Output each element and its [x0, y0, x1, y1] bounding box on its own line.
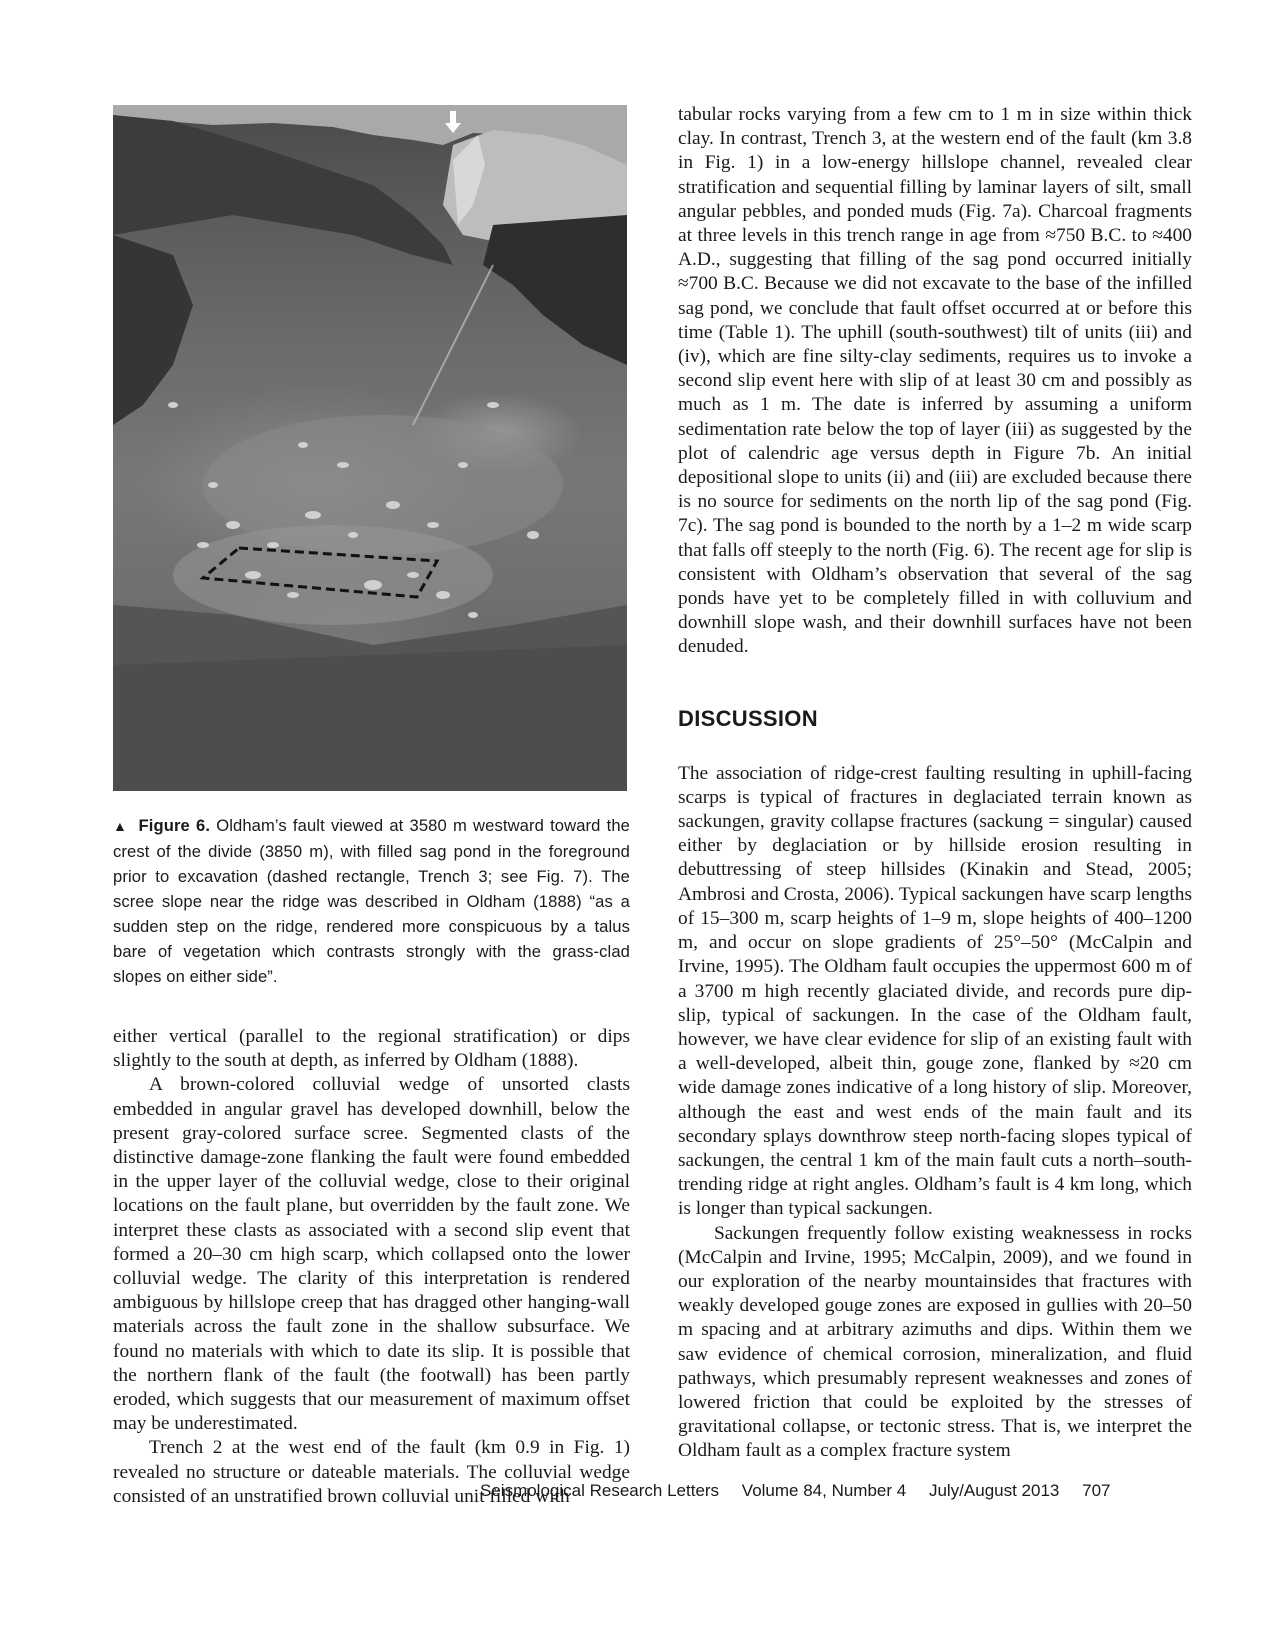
right-column — [678, 103, 1192, 1464]
figure-caption — [113, 813, 630, 989]
volume-number: Volume 84, Number 4 — [741, 1481, 907, 1500]
paragraph: The association of ridge-crest faulting resulting in uphill-facing scarps is typical of fractures in deglaciated terrain known as sackungen, gravity collapse fractures (sackung = singular) caused either by deglaciation or by hillside erosion resulting in debuttressing of steep hillsides (Kinakin and Stead, 2005; Ambrosi and Crosta, 2006). Typical sackungen have scarp lengths of 15–300 m, scarp heights of 1–9 m, slope heights of 400–1200 m, and occur on slope gradients of 25°–50° (McCalpin and Irvine, 1995). The Oldham fault occupies the uppermost 600 m of a 3700 m high recently glaciated divide, and records pure dip-slip, typical of sackungen. In the case of the Oldham fault, however, we have clear evidence for slip of an existing fault with a well-developed, albeit thin, gouge zone, flanked by ≈20 cm wide damage zones indicative of a long history of slip. Moreover, although the east and west ends of the main fault and its secondary splays downthrow steep north-facing slopes typical of sackungen, the central 1 km of the main fault cuts a north–south-trending ridge at right angles. Oldham’s fault is 4 km long, which is longer than typical sackungen. — [678, 762, 1192, 1220]
section-heading: DISCUSSION — [678, 705, 818, 731]
page-footer — [480, 1481, 1130, 1501]
left-column — [113, 105, 630, 1509]
hillslope-photo-illustration — [113, 105, 627, 791]
paragraph: either vertical (parallel to the regional stratification) or dips slightly to the south at depth, as inferred by Oldham (1888). — [113, 1026, 630, 1072]
paragraph: Sackungen frequently follow existing weaknessess in rocks (McCalpin and Irvine, 1995; McCalpin, 2009), and we found in our exploration of the nearby mountainsides that fractures with weakly developed gouge zones are exposed in gullies with 20–50 m spacing and at arbitrary azimuths and dips. Within them we saw evidence of chemical corrosion, mineralization, and fluid pathways, which presumably represent weaknesses and zones of lowered friction that could be exploited by the stresses of gravitational collapse, or tectonic stress. That is, we interpret the Oldham fault as a complex fracture system — [678, 1222, 1192, 1462]
figure-caption-text: Oldham’s fault viewed at 3580 m westward toward the crest of the divide (3850 m), with filled sag pond in the foreground prior to excavation (dashed rectangle, Trench 3; see Fig. 7). The scree slope near the ridge was described in Oldham (1888) “as a sudden step on the ridge, rendered more conspicuous by a talus bare of vegetation which contrasts strongly with the grass-clad slopes on either side”. — [113, 816, 630, 986]
figure-label: Figure 6. — [138, 816, 211, 835]
journal-name: Seismological Research Letters — [480, 1481, 720, 1500]
page-number: 707 — [1082, 1481, 1111, 1500]
paragraph: tabular rocks varying from a few cm to 1 m in size within thick clay. In contrast, Trench 3, at the western end of the fault (km 3.8 in Fig. 1) in a low-energy hillslope channel, revealed clear stratification and sequential filling by laminar layers of silt, small angular pebbles, and ponded muds (Fig. 7a). Charcoal fragments at three levels in this trench range in age from ≈750 B.C. to ≈400 A.D., suggesting that filling of the sag pond occurred initially ≈700 B.C. Because we did not excavate to the base of the infilled sag pond, we conclude that fault offset occurred at or before this time (Table 1). The uphill (south-southwest) tilt of units (iii) and (iv), which are fine silty-clay sediments, requires us to invoke a second slip event here with slip of at least 30 cm and possibly as much as 1 m. The date is inferred by assuming a uniform sedimentation rate below the top of layer (iii) as suggested by the plot of calendric age versus depth in Figure 7b. An initial depositional slope to units (ii) and (iii) are excluded because there is no source for sediments on the north lip of the sag pond (Fig. 7c). The sag pond is bounded to the north by a 1–2 m wide scarp that falls off steeply to the north (Fig. 6). The recent age for slip is consistent with Oldham’s observation that several of the sag ponds have yet to be completely filled in with colluvium and downhill slope wash, and their downhill surfaces have not been denuded. — [678, 104, 1192, 658]
triangle-marker-icon: ▲ — [113, 818, 129, 834]
figure-6-photo — [113, 105, 627, 791]
issue-date: July/August 2013 — [928, 1481, 1060, 1500]
left-body-text — [113, 1025, 630, 1509]
paragraph: A brown-colored colluvial wedge of unsorted clasts embedded in angular gravel has developed downhill, below the present gray-colored surface scree. Segmented clasts of the distinctive damage-zone flanking the fault were found embedded in the upper layer of the colluvial wedge, close to their original locations on the fault plane, but overridden by the fault zone. We interpret these clasts as associated with a second slip event that formed a 20–30 cm high scarp, which collapsed onto the lower colluvial wedge. The clarity of this interpretation is rendered ambiguous by hillslope creep that has dragged other hanging-wall materials across the fault zone in the shallow subsurface. We found no materials with which to date its slip. It is possible that the northern flank of the fault (the footwall) has been partly eroded, which suggests that our measurement of maximum offset may be underestimated. — [113, 1074, 630, 1435]
paragraph: Trench 2 at the west end of the fault (km 0.9 in Fig. 1) revealed no structure or dateable materials. The colluvial wedge consisted of an unstratified brown colluvial unit filled with — [113, 1437, 630, 1507]
